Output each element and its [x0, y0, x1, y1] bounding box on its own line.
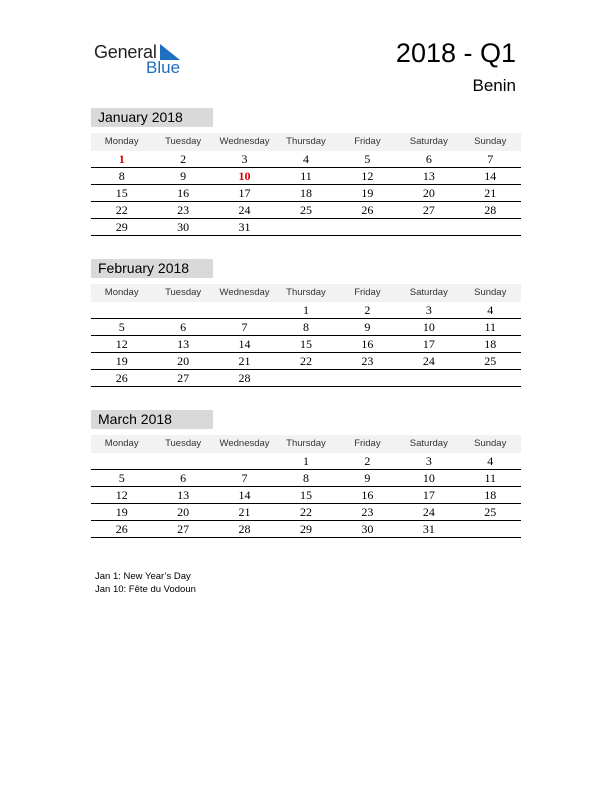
- day-cell: 18: [484, 488, 497, 502]
- day-cell: 18: [484, 337, 497, 351]
- day-cell: 26: [361, 203, 374, 217]
- day-cell: 8: [302, 320, 309, 334]
- day-cell: 2: [364, 303, 371, 317]
- day-cell: [214, 453, 275, 469]
- day-cell: [91, 453, 152, 469]
- day-cell: 7: [241, 471, 248, 485]
- weekday-label: Sunday: [474, 136, 507, 147]
- day-cell: 3: [425, 454, 432, 468]
- day-cell: 15: [299, 488, 312, 502]
- day-cell: 28: [484, 203, 497, 217]
- day-cell: [398, 219, 459, 235]
- week-row: [91, 336, 521, 353]
- holiday-list: [95, 570, 196, 596]
- day-cell: 5: [118, 320, 125, 334]
- day-cell: 7: [487, 152, 494, 166]
- holiday-note: Jan 1: New Year’s Day: [95, 571, 191, 582]
- day-cell: 15: [299, 337, 312, 351]
- week-row: [91, 168, 521, 185]
- day-cell: 22: [299, 505, 312, 519]
- day-cell: 14: [238, 488, 251, 502]
- day-cell: 4: [487, 454, 494, 468]
- day-cell: 5: [364, 152, 371, 166]
- day-cell: 25: [484, 505, 497, 519]
- month-label: February 2018: [91, 259, 213, 278]
- week-row: [91, 470, 521, 487]
- month-calendar-march: [91, 410, 521, 538]
- week-row: [91, 185, 521, 202]
- day-cell: 21: [484, 186, 497, 200]
- day-cell: [337, 219, 398, 235]
- week-row: [91, 319, 521, 336]
- weekday-label: Sunday: [474, 287, 507, 298]
- day-cell: 17: [238, 186, 251, 200]
- day-cell: 16: [177, 186, 190, 200]
- day-cell: 16: [361, 337, 374, 351]
- week-row: [91, 151, 521, 168]
- day-cell: 26: [115, 522, 128, 536]
- day-cell: 16: [361, 488, 374, 502]
- weekday-label: Wednesday: [219, 136, 270, 147]
- day-cell: 20: [177, 505, 190, 519]
- day-cell: 4: [487, 303, 494, 317]
- weekday-label: Monday: [104, 438, 139, 449]
- day-cell: 9: [364, 471, 371, 485]
- week-row: [91, 202, 521, 219]
- day-cell: 18: [299, 186, 312, 200]
- day-cell: 17: [422, 488, 435, 502]
- day-cell: 1: [302, 303, 309, 317]
- day-cell: 25: [484, 354, 497, 368]
- day-cell: 19: [115, 505, 128, 519]
- day-cell: 1: [302, 454, 309, 468]
- day-cell: 19: [115, 354, 128, 368]
- weekday-label: Tuesday: [165, 136, 202, 147]
- weekday-label: Tuesday: [165, 438, 202, 449]
- week-row: [91, 487, 521, 504]
- day-cell: 12: [361, 169, 374, 183]
- day-cell: 9: [364, 320, 371, 334]
- day-cell: [152, 302, 213, 318]
- logo-blue-text: Blue: [146, 58, 181, 77]
- day-cell: 23: [361, 354, 374, 368]
- day-cell: 8: [118, 169, 125, 183]
- day-cell: [214, 302, 275, 318]
- day-cell: 26: [115, 371, 128, 385]
- day-cell: 11: [484, 320, 497, 334]
- day-cell: 31: [238, 220, 251, 234]
- day-cell: 29: [299, 522, 312, 536]
- day-cell: 5: [118, 471, 125, 485]
- day-cell: 22: [115, 203, 128, 217]
- weekday-label: Monday: [104, 136, 139, 147]
- page-title: 2018 - Q1: [395, 38, 516, 68]
- week-row: [91, 504, 521, 521]
- weekday-label: Friday: [354, 438, 381, 449]
- day-cell: [460, 370, 521, 386]
- day-cell: 3: [241, 152, 248, 166]
- logo: [94, 40, 194, 80]
- weekday-label: Saturday: [409, 136, 448, 147]
- day-cell: 21: [238, 354, 251, 368]
- day-cell: 6: [180, 320, 187, 334]
- day-cell: 7: [241, 320, 248, 334]
- month-calendar-january: [91, 108, 521, 236]
- day-cell: 2: [364, 454, 371, 468]
- day-cell: 14: [238, 337, 251, 351]
- day-cell: 31: [422, 522, 435, 536]
- day-cell: 15: [115, 186, 128, 200]
- day-cell: 13: [422, 169, 435, 183]
- day-cell: [460, 521, 521, 537]
- day-cell: 20: [422, 186, 435, 200]
- day-cell: 10: [422, 471, 435, 485]
- week-row: [91, 353, 521, 370]
- weekday-label: Friday: [354, 136, 381, 147]
- day-cell: 12: [115, 337, 128, 351]
- day-cell: 28: [238, 371, 251, 385]
- country-name: Benin: [472, 76, 516, 95]
- weekday-label: Tuesday: [165, 287, 202, 298]
- day-cell: 2: [180, 152, 187, 166]
- weekday-label: Thursday: [286, 136, 326, 147]
- day-cell: 30: [177, 220, 190, 234]
- day-cell: 6: [180, 471, 187, 485]
- weekday-label: Wednesday: [219, 438, 270, 449]
- day-cell: 24: [238, 203, 251, 217]
- weekday-label: Saturday: [409, 287, 448, 298]
- weekday-label: Wednesday: [219, 287, 270, 298]
- day-cell: 13: [177, 337, 190, 351]
- day-cell: [152, 453, 213, 469]
- day-cell: 11: [300, 169, 312, 183]
- day-cell: 10: [238, 169, 251, 183]
- month-calendar-february: [91, 259, 521, 387]
- day-cell: [91, 302, 152, 318]
- day-cell: 3: [425, 303, 432, 317]
- week-row: [91, 370, 521, 387]
- weekday-header-row: [91, 435, 521, 453]
- day-cell: 20: [177, 354, 190, 368]
- day-cell: 27: [177, 371, 190, 385]
- weekday-label: Friday: [354, 287, 381, 298]
- day-cell: 14: [484, 169, 497, 183]
- day-cell: 6: [425, 152, 432, 166]
- week-row: [91, 521, 521, 538]
- weekday-label: Sunday: [474, 438, 507, 449]
- day-cell: 30: [361, 522, 374, 536]
- day-cell: 23: [361, 505, 374, 519]
- day-cell: 21: [238, 505, 251, 519]
- weekday-label: Thursday: [286, 287, 326, 298]
- day-cell: 27: [422, 203, 435, 217]
- weekday-label: Monday: [104, 287, 139, 298]
- weekday-label: Thursday: [286, 438, 326, 449]
- holiday-note: Jan 10: Fête du Vodoun: [95, 584, 196, 595]
- day-cell: 12: [115, 488, 128, 502]
- month-label: January 2018: [91, 108, 213, 127]
- day-cell: 1: [118, 152, 125, 166]
- week-row: [91, 219, 521, 236]
- day-cell: 24: [422, 354, 435, 368]
- logo-general-text: General: [94, 42, 157, 62]
- day-cell: 9: [180, 169, 187, 183]
- day-cell: 8: [302, 471, 309, 485]
- week-row: [91, 453, 521, 470]
- day-cell: 29: [115, 220, 128, 234]
- day-cell: 24: [422, 505, 435, 519]
- day-cell: [275, 370, 336, 386]
- day-cell: 23: [177, 203, 190, 217]
- day-cell: [275, 219, 336, 235]
- day-cell: 4: [302, 152, 309, 166]
- day-cell: 10: [422, 320, 435, 334]
- weekday-header-row: [91, 284, 521, 302]
- weekday-header-row: [91, 133, 521, 151]
- day-cell: 28: [238, 522, 251, 536]
- day-cell: 13: [177, 488, 190, 502]
- day-cell: [337, 370, 398, 386]
- weekday-label: Saturday: [409, 438, 448, 449]
- week-row: [91, 302, 521, 319]
- day-cell: [398, 370, 459, 386]
- month-label: March 2018: [91, 410, 213, 429]
- day-cell: 25: [299, 203, 312, 217]
- day-cell: 17: [422, 337, 435, 351]
- day-cell: [460, 219, 521, 235]
- day-cell: 27: [177, 522, 190, 536]
- day-cell: 22: [299, 354, 312, 368]
- day-cell: 11: [484, 471, 497, 485]
- day-cell: 19: [361, 186, 374, 200]
